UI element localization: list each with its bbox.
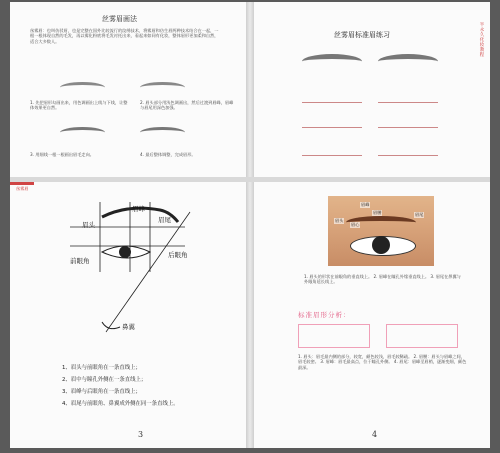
rule-list	[62, 362, 242, 410]
label-brow-peak: 眉峰	[132, 205, 145, 213]
page-number: 4	[372, 430, 378, 439]
page-3	[10, 182, 246, 448]
photo-label: 眉尾	[415, 212, 424, 217]
book-gutter	[246, 2, 254, 448]
photo-label: 眉心	[351, 222, 360, 227]
brow-sample-left	[302, 54, 362, 69]
list-item: 3、眉峰与后眼角在一条直线上；	[62, 389, 141, 395]
practice-line	[378, 127, 438, 128]
label-brow-tail: 眉尾	[158, 216, 171, 224]
analysis-title: 标准眉形分析：	[298, 311, 351, 319]
page-2	[254, 2, 490, 177]
brow-sample-right	[378, 54, 438, 69]
page-seam	[10, 177, 490, 182]
brow-shape-box	[298, 324, 370, 348]
brow-sketch	[60, 127, 105, 138]
label-brow-head: 眉头	[82, 221, 95, 229]
step-4: 4. 最后整体调整，完成眉形。	[140, 152, 196, 157]
photo-label: 眉峰	[361, 202, 370, 207]
open-book	[10, 2, 490, 448]
practice-line	[302, 102, 362, 103]
photo-label: 眉腰	[373, 210, 382, 215]
photo-notes: 1. 眉头的形状在前眼角的垂直线上。 2. 眉峰在瞳孔外缘垂直线上。 3. 眉尾在鼻翼与外眼角延长线上。	[304, 274, 461, 285]
brow-shape-box	[386, 324, 458, 348]
brow-sketch	[60, 82, 105, 93]
list-item: 4、眉尾与前眼角、鼻翼成外侧在同一条直线上。	[62, 401, 179, 407]
step-3: 3. 用细线一根一根画出眉毛走向。	[30, 152, 94, 157]
brow-sketch	[140, 82, 185, 93]
brow-sketch	[140, 127, 185, 138]
step-1: 1. 先把眉形勾画出来，用色调画出上线与下线，让整体效果更自然。	[30, 100, 128, 111]
step-2: 2. 眉头部分用浅色调画出，然后过渡到眉峰，眉峰与眉尾用深色加强。	[140, 100, 234, 111]
label-nose-wing: 鼻翼	[122, 323, 135, 331]
page-4	[254, 182, 490, 448]
page-number: 3	[138, 430, 144, 439]
photo-label: 眉头	[335, 218, 344, 223]
analysis-notes: 1. 眉头：眉毛最内侧的部分，较宽，颜色较浅，眉毛较稀疏。 2. 眉腰：眉头与眉峰之间，眉毛较密。 3. 眉峰：眉毛最高点，位于瞳孔外侧。 4. 眉尾：眉峰至眉梢，逐渐变细，颜色最深。	[298, 354, 467, 370]
practice-line	[378, 155, 438, 156]
eye-photo	[328, 196, 434, 266]
page-1-title: 丝雾眉画法	[102, 15, 137, 23]
list-item: 1、眉头与前眼角在一条直线上；	[62, 365, 141, 371]
practice-line	[378, 102, 438, 103]
label-front-corner: 前眼角	[70, 257, 90, 265]
page-2-title: 丝雾眉标准眉练习	[334, 31, 390, 39]
practice-line	[302, 127, 362, 128]
side-label: 丝雾眉	[16, 186, 29, 191]
practice-line	[302, 155, 362, 156]
side-label: 半永久化妆教程	[479, 22, 484, 57]
list-item: 2、眉中与瞳孔外侧在一条直线上；	[62, 377, 147, 383]
page-1-intro: 丝雾眉：也叫仿驳眉，也是完整在国外比较流行的纹绣技术，将雾眉和仿生眉两种技术结合在一起，一根一根体现自然的毛发，再以雾化粉底将毛发衬托出来，看起来如同有化妆，整体眉形更加柔和自然，适合大多数人。	[30, 28, 219, 44]
page-1	[10, 2, 246, 177]
label-back-corner: 后眼角	[168, 251, 188, 259]
